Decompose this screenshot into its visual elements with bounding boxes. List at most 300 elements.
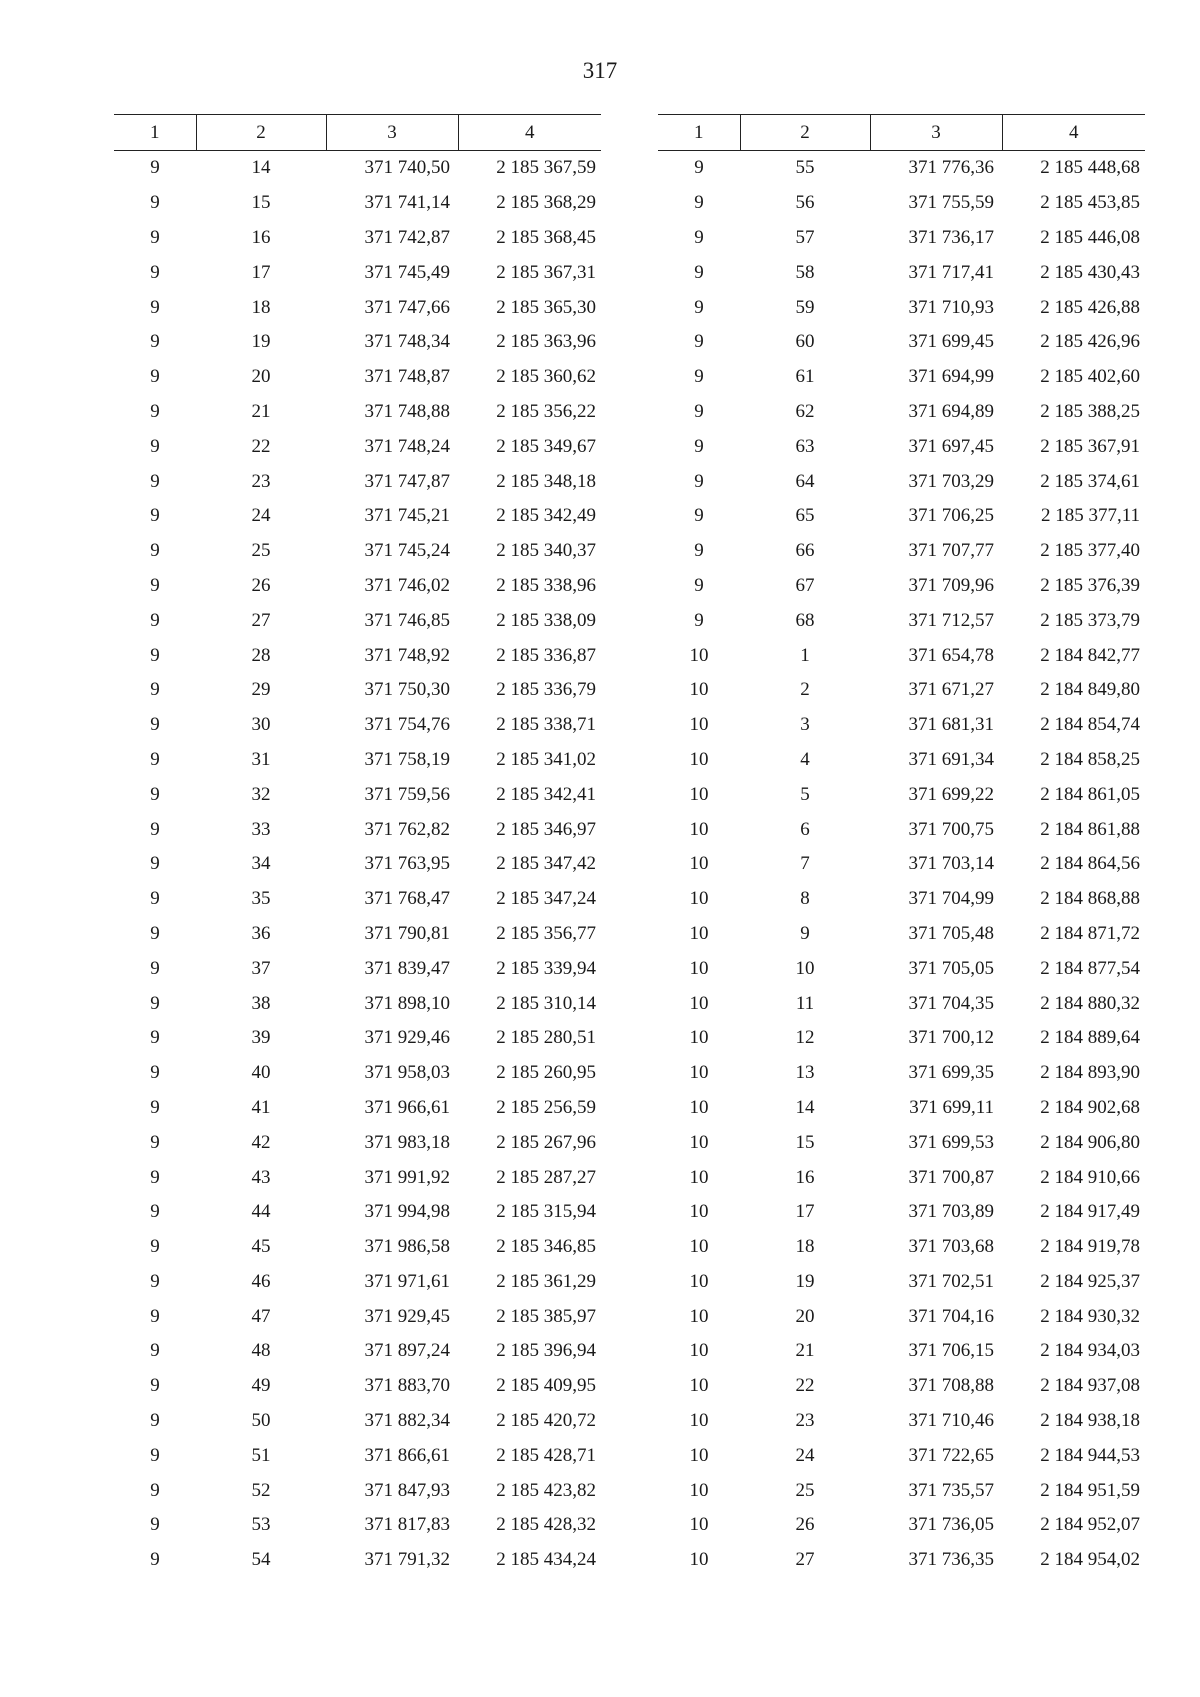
table-cell: 371 745,49 [364,261,450,283]
table-cell: 2 185 396,94 [496,1340,596,1362]
table-cell: 9 [150,1062,160,1084]
table-cell: 54 [251,1549,271,1571]
table-cell: 10 [689,853,709,875]
table-cell: 371 759,56 [364,783,450,805]
table-cell: 2 185 356,22 [496,400,596,422]
table-cell: 2 185 367,59 [496,157,596,179]
table-cell: 2 184 868,88 [1040,888,1140,910]
table-cell: 9 [694,192,704,214]
table-row [114,1369,601,1404]
table-cell: 371 768,47 [364,888,450,910]
table-cell: 9 [150,400,160,422]
table-cell: 9 [694,261,704,283]
table-cell: 2 185 428,32 [496,1514,596,1536]
table-row [658,325,1145,360]
table-cell: 371 704,99 [908,888,994,910]
table-cell: 10 [689,1131,709,1153]
table-cell: 2 185 367,31 [496,261,596,283]
table-cell: 2 184 893,90 [1040,1062,1140,1084]
table-cell: 9 [150,1479,160,1501]
table-row [658,1404,1145,1439]
table-cell: 2 185 310,14 [496,992,596,1014]
table-cell: 9 [694,400,704,422]
table-cell: 371 742,87 [364,226,450,248]
table-cell: 26 [251,574,271,596]
table-cell: 2 185 448,68 [1040,157,1140,179]
table-header-row [658,115,1145,151]
table-cell: 371 706,25 [908,505,994,527]
table-cell: 50 [251,1410,271,1432]
table-cell: 371 722,65 [908,1444,994,1466]
table-cell: 9 [150,644,160,666]
table-row [658,882,1145,917]
table-cell: 15 [795,1131,815,1153]
table-row [114,1091,601,1126]
table-row [114,638,601,673]
table-row [658,360,1145,395]
table-cell: 2 184 937,08 [1040,1375,1140,1397]
table-cell: 9 [150,1027,160,1049]
table-cell: 21 [251,400,271,422]
table-row [658,1056,1145,1091]
table-row [658,847,1145,882]
table-cell: 371 735,57 [908,1479,994,1501]
table-cell: 2 184 952,07 [1040,1514,1140,1536]
table-cell: 25 [251,540,271,562]
table-cell: 40 [251,1062,271,1084]
table-cell: 4 [800,748,810,770]
table-cell: 371 883,70 [364,1375,450,1397]
table-row [658,1543,1145,1578]
table-cell: 2 185 376,39 [1040,574,1140,596]
table-cell: 371 991,92 [364,1166,450,1188]
table-cell: 371 705,48 [908,922,994,944]
table-cell: 59 [795,296,815,318]
table-cell: 2 185 267,96 [496,1131,596,1153]
table-row [658,1473,1145,1508]
table-cell: 2 185 385,97 [496,1305,596,1327]
table-cell: 2 185 336,87 [496,644,596,666]
table-cell: 371 710,93 [908,296,994,318]
table-cell: 371 748,92 [364,644,450,666]
table-row [114,1265,601,1300]
table-cell: 2 184 889,64 [1040,1027,1140,1049]
table-cell: 371 740,50 [364,157,450,179]
table-cell: 371 736,05 [908,1514,994,1536]
table-cell: 10 [689,1236,709,1258]
table-cell: 57 [795,226,815,248]
table-cell: 2 185 388,25 [1040,400,1140,422]
table-cell: 371 762,82 [364,818,450,840]
table-cell: 371 717,41 [908,261,994,283]
table-cell: 9 [150,922,160,944]
table-cell: 10 [689,957,709,979]
table-cell: 9 [150,1166,160,1188]
table-cell: 33 [251,818,271,840]
table-cell: 10 [689,1270,709,1292]
table-cell: 18 [251,296,271,318]
table-cell: 10 [689,1514,709,1536]
table-cell: 58 [795,261,815,283]
table-cell: 2 185 363,96 [496,331,596,353]
table-cell: 2 185 361,29 [496,1270,596,1292]
table-cell: 371 746,02 [364,574,450,596]
table-row [114,673,601,708]
table-cell: 9 [694,157,704,179]
table-cell: 9 [150,992,160,1014]
table-cell: 371 681,31 [908,714,994,736]
column-header: 3 [326,115,458,151]
table-cell: 371 758,19 [364,748,450,770]
table-cell: 371 745,21 [364,505,450,527]
table-cell: 10 [689,1201,709,1223]
table-cell: 2 184 930,32 [1040,1305,1140,1327]
table-cell: 371 898,10 [364,992,450,1014]
table-cell: 2 184 910,66 [1040,1166,1140,1188]
table-cell: 9 [150,818,160,840]
table-row [114,151,601,186]
table-cell: 45 [251,1236,271,1258]
table-cell: 9 [694,331,704,353]
table-row [114,569,601,604]
table-cell: 10 [689,714,709,736]
table-body-right [658,151,1145,1578]
column-header: 1 [114,115,196,151]
table-cell: 2 185 368,29 [496,192,596,214]
table-cell: 371 694,89 [908,400,994,422]
table-cell: 9 [150,853,160,875]
table-cell: 22 [251,435,271,457]
table-cell: 371 705,05 [908,957,994,979]
table-cell: 9 [150,748,160,770]
table-row [114,1056,601,1091]
table-cell: 2 185 365,30 [496,296,596,318]
table-cell: 29 [251,679,271,701]
table-cell: 2 184 854,74 [1040,714,1140,736]
table-cell: 371 755,59 [908,192,994,214]
table-cell: 2 185 260,95 [496,1062,596,1084]
table-cell: 9 [150,470,160,492]
table-cell: 9 [150,957,160,979]
table-cell: 10 [795,957,815,979]
table-cell: 371 763,95 [364,853,450,875]
table-row [114,290,601,325]
table-cell: 2 184 858,25 [1040,748,1140,770]
table-cell: 2 185 377,11 [1040,505,1140,527]
table-cell: 19 [251,331,271,353]
table-cell: 10 [689,1305,709,1327]
table-cell: 2 185 346,97 [496,818,596,840]
table-cell: 371 703,68 [908,1236,994,1258]
table-cell: 7 [800,853,810,875]
table-cell: 56 [795,192,815,214]
table-cell: 2 185 336,79 [496,679,596,701]
table-cell: 11 [795,992,815,1014]
table-row [658,534,1145,569]
table-cell: 9 [150,1096,160,1118]
table-cell: 24 [251,505,271,527]
table-cell: 10 [689,1096,709,1118]
table-cell: 2 185 453,85 [1040,192,1140,214]
table-cell: 9 [694,505,704,527]
table-cell: 67 [795,574,815,596]
table-row [114,395,601,430]
table-row [658,429,1145,464]
table-cell: 31 [251,748,271,770]
table-cell: 44 [251,1201,271,1223]
table-row [658,290,1145,325]
table-cell: 2 184 938,18 [1040,1410,1140,1432]
table-cell: 371 986,58 [364,1236,450,1258]
table-cell: 14 [251,157,271,179]
table-row [114,534,601,569]
table-row [114,1438,601,1473]
table-cell: 10 [689,1062,709,1084]
table-cell: 371 929,45 [364,1305,450,1327]
table-cell: 10 [689,783,709,805]
table-cell: 9 [150,157,160,179]
table-cell: 2 185 338,96 [496,574,596,596]
table-cell: 2 185 420,72 [496,1410,596,1432]
table-cell: 9 [150,1410,160,1432]
table-cell: 9 [694,435,704,457]
table-cell: 2 185 340,37 [496,540,596,562]
table-cell: 9 [694,609,704,631]
table-row [114,1543,601,1578]
table-row [658,151,1145,186]
table-cell: 2 185 428,71 [496,1444,596,1466]
table-cell: 2 184 877,54 [1040,957,1140,979]
table-cell: 2 185 430,43 [1040,261,1140,283]
table-cell: 2 [800,679,810,701]
table-cell: 2 185 426,96 [1040,331,1140,353]
table-cell: 2 184 880,32 [1040,992,1140,1014]
table-cell: 2 185 341,02 [496,748,596,770]
table-cell: 10 [689,888,709,910]
table-row [658,1160,1145,1195]
table-cell: 371 704,35 [908,992,994,1014]
table-cell: 371 817,83 [364,1514,450,1536]
table-cell: 2 185 315,94 [496,1201,596,1223]
table-row [658,569,1145,604]
table-cell: 9 [150,226,160,248]
table-row [114,917,601,952]
table-row [114,1508,601,1543]
table-cell: 371 708,88 [908,1375,994,1397]
table-cell: 32 [251,783,271,805]
table-cell: 5 [800,783,810,805]
table-cell: 2 185 342,49 [496,505,596,527]
table-cell: 371 748,87 [364,366,450,388]
table-row [114,986,601,1021]
table-cell: 371 706,15 [908,1340,994,1362]
table-cell: 9 [150,679,160,701]
table-cell: 47 [251,1305,271,1327]
table-cell: 9 [150,888,160,910]
table-row [658,917,1145,952]
table-cell: 371 699,53 [908,1131,994,1153]
table-body-left [114,151,601,1578]
table-row [658,395,1145,430]
table-cell: 371 745,24 [364,540,450,562]
table-row [658,1299,1145,1334]
table-cell: 68 [795,609,815,631]
table-row [114,1230,601,1265]
table-cell: 10 [689,1027,709,1049]
table-cell: 2 185 356,77 [496,922,596,944]
table-cell: 27 [251,609,271,631]
table-cell: 2 185 446,08 [1040,226,1140,248]
table-cell: 371 790,81 [364,922,450,944]
table-cell: 25 [795,1479,815,1501]
table-cell: 28 [251,644,271,666]
table-row [114,603,601,638]
table-cell: 371 791,32 [364,1549,450,1571]
table-cell: 23 [251,470,271,492]
table-cell: 371 703,14 [908,853,994,875]
table-row [658,1091,1145,1126]
table-cell: 18 [795,1236,815,1258]
table-cell: 371 700,87 [908,1166,994,1188]
table-cell: 2 185 434,24 [496,1549,596,1571]
table-row [114,1299,601,1334]
table-cell: 2 184 925,37 [1040,1270,1140,1292]
table-row [658,1230,1145,1265]
table-row [658,777,1145,812]
table-cell: 61 [795,366,815,388]
table-cell: 371 712,57 [908,609,994,631]
table-cell: 9 [150,331,160,353]
column-header: 4 [1002,115,1145,151]
table-cell: 371 776,36 [908,157,994,179]
table-row [658,812,1145,847]
table-cell: 38 [251,992,271,1014]
table-row [658,673,1145,708]
table-cell: 9 [150,1270,160,1292]
table-cell: 2 185 368,45 [496,226,596,248]
table-cell: 9 [150,1514,160,1536]
table-cell: 35 [251,888,271,910]
table-cell: 64 [795,470,815,492]
page-number: 317 [582,58,618,83]
table-cell: 9 [150,505,160,527]
table-cell: 371 748,24 [364,435,450,457]
table-row [114,499,601,534]
table-cell: 2 184 861,05 [1040,783,1140,805]
table-cell: 371 697,45 [908,435,994,457]
table-row [658,708,1145,743]
table-cell: 371 748,88 [364,400,450,422]
table-cell: 43 [251,1166,271,1188]
table-cell: 2 184 906,80 [1040,1131,1140,1153]
table-cell: 52 [251,1479,271,1501]
table-row [658,221,1145,256]
table-cell: 10 [689,644,709,666]
table-cell: 26 [795,1514,815,1536]
table-cell: 60 [795,331,815,353]
table-cell: 2 185 348,18 [496,470,596,492]
table-cell: 9 [150,1340,160,1362]
table-row [658,499,1145,534]
table-cell: 9 [150,609,160,631]
table-row [658,603,1145,638]
table-cell: 371 700,75 [908,818,994,840]
table-cell: 51 [251,1444,271,1466]
table-cell: 371 699,45 [908,331,994,353]
table-cell: 371 654,78 [908,644,994,666]
table-cell: 39 [251,1027,271,1049]
table-cell: 371 707,77 [908,540,994,562]
table-cell: 2 185 287,27 [496,1166,596,1188]
table-row [658,638,1145,673]
table-cell: 17 [795,1201,815,1223]
table-cell: 9 [150,1201,160,1223]
table-cell: 10 [689,748,709,770]
table-cell: 9 [150,192,160,214]
table-cell: 36 [251,922,271,944]
table-cell: 34 [251,853,271,875]
table-cell: 9 [150,714,160,736]
table-cell: 9 [150,1549,160,1571]
table-cell: 371 736,35 [908,1549,994,1571]
table-cell: 371 929,46 [364,1027,450,1049]
table-cell: 15 [251,192,271,214]
table-cell: 2 185 409,95 [496,1375,596,1397]
table-cell: 20 [251,366,271,388]
table-row [114,882,601,917]
table-cell: 49 [251,1375,271,1397]
table-cell: 6 [800,818,810,840]
table-cell: 2 185 280,51 [496,1027,596,1049]
table-cell: 8 [800,888,810,910]
table-cell: 371 704,16 [908,1305,994,1327]
column-header: 2 [740,115,870,151]
table-cell: 2 185 367,91 [1040,435,1140,457]
table-cell: 65 [795,505,815,527]
table-row [114,777,601,812]
table-row [658,1334,1145,1369]
table-row [114,1195,601,1230]
table-cell: 16 [795,1166,815,1188]
table-row [114,847,601,882]
table-row [658,743,1145,778]
table-cell: 371 966,61 [364,1096,450,1118]
table-row [658,1021,1145,1056]
table-row [114,708,601,743]
table-cell: 66 [795,540,815,562]
table-cell: 53 [251,1514,271,1536]
table-cell: 24 [795,1444,815,1466]
table-cell: 2 185 346,85 [496,1236,596,1258]
table-cell: 2 184 861,88 [1040,818,1140,840]
table-row [658,1438,1145,1473]
table-cell: 371 897,24 [364,1340,450,1362]
table-cell: 371 747,87 [364,470,450,492]
coordinates-table-left [114,114,601,1578]
table-cell: 9 [694,470,704,492]
table-cell: 2 184 871,72 [1040,922,1140,944]
table-row [114,951,601,986]
table-cell: 21 [795,1340,815,1362]
table-cell: 10 [689,1479,709,1501]
table-cell: 371 736,17 [908,226,994,248]
table-cell: 371 866,61 [364,1444,450,1466]
table-cell: 9 [694,540,704,562]
table-row [114,1125,601,1160]
table-cell: 371 703,89 [908,1201,994,1223]
table-row [658,951,1145,986]
table-cell: 9 [150,1444,160,1466]
